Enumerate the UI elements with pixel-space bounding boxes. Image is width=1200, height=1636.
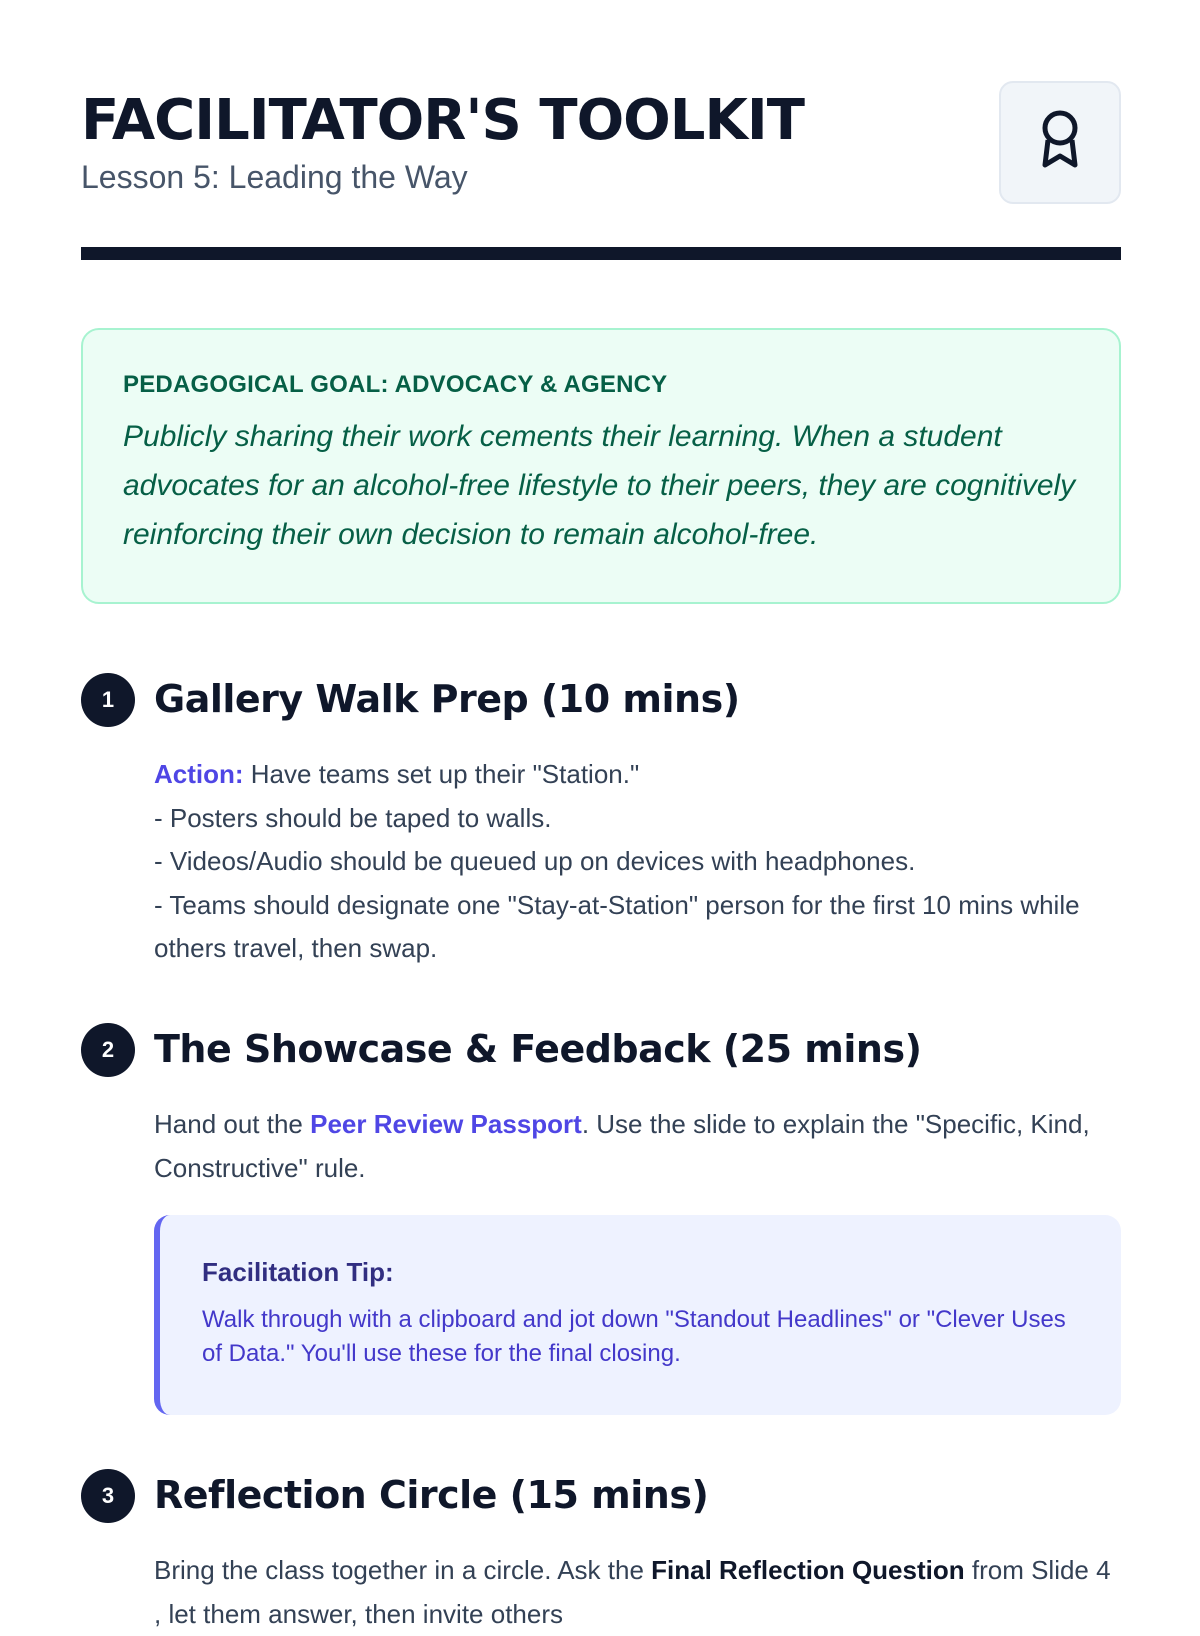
toolkit-page [81,0,1121,1629]
step-number-badge: 2 [81,1023,135,1077]
list-item: - Teams should designate one "Stay-at-Station" person for the first 10 mins while others travel, then swap. [154,889,1080,963]
action-text: Have teams set up their "Station." [243,759,640,789]
step-number-badge: 1 [81,673,135,727]
list-item: - Videos/Audio should be queued up on devices with headphones. [154,846,916,876]
step-body [154,1549,1121,1636]
step-title: Reflection Circle (15 mins) [154,1473,709,1517]
body-text: Bring the class together in a circle. Ask the [154,1555,652,1585]
award-ribbon-icon [1036,108,1084,177]
body-text: Hand out the [154,1109,311,1139]
page-subtitle: Lesson 5: Leading the Way [81,159,468,195]
body-text: from Slide 4 , let them answer, then invite others [154,1555,1111,1629]
step-body [154,1103,1121,1190]
pedagogical-goal-callout [81,328,1121,604]
page-header [81,0,1121,262]
body-text: . Use the slide to explain the "Specific, Kind, Constructive" rule. [154,1109,1090,1183]
header-divider [81,247,1121,260]
tip-text: Walk through with a clipboard and jot down "Standout Headlines" or "Clever Uses of Data." You'll use these for the final closing. [202,1306,1066,1367]
goal-text: Publicly sharing their work cements their learning. When a student advocates for an alcohol-free lifestyle to their peers, they are cognitively reinforcing their own decision to remain alcohol-free. [123,420,1076,551]
action-label: Action: [154,759,244,789]
step-title: Gallery Walk Prep (10 mins) [154,677,740,721]
step-number-badge: 3 [81,1469,135,1523]
step-body [154,753,1121,971]
facilitation-tip-callout [154,1215,1121,1415]
final-reflection-question: Final Reflection Question [651,1555,965,1585]
step-title: The Showcase & Feedback (25 mins) [154,1027,922,1071]
badge-box [999,81,1121,204]
goal-label: PEDAGOGICAL GOAL: ADVOCACY & AGENCY [123,371,668,398]
tip-title: Facilitation Tip: [202,1257,394,1287]
list-item: - Posters should be taped to walls. [154,802,552,833]
action-line [154,753,1121,797]
peer-review-passport-link[interactable]: Peer Review Passport [310,1109,582,1139]
page-title: FACILITATOR'S TOOLKIT [81,88,804,153]
